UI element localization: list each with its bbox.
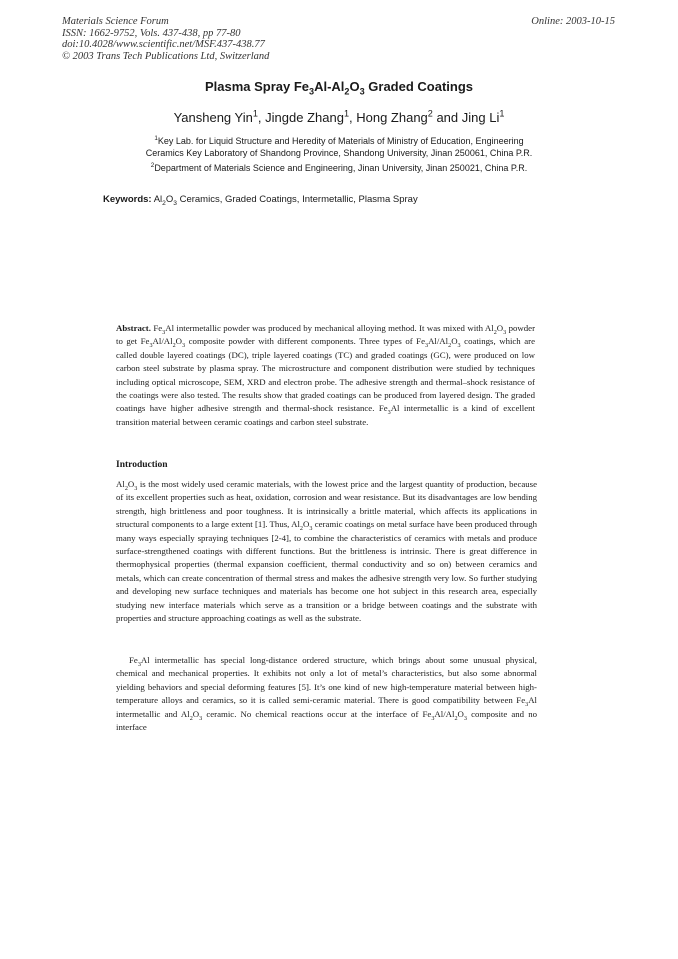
- keywords: Keywords: $Al_2O_3$ Ceramics, Graded Coatings, Intermetallic, Plasma Spray: [103, 194, 418, 207]
- author-list: Yansheng Yin$^1$, Jingde Zhang$^1$, Hong Zhang$^2$ and Jing Li$^1$: [173, 108, 505, 125]
- journal-name: Materials Science Forum: [62, 16, 169, 27]
- journal-header: [62, 16, 269, 62]
- intro-paragraph-2: $Fe_3Al$ intermetallic has special long-distance ordered structure, which brings about some unusual physical, chemical and mechanical properties. It exhibits not only a lot of metal’s characteristics, but also some abnormal yielding behaviors and special deforming features [5]. It’s one kind of new high-temperature material between high-temperature alloys and ceramics, so it is called semi-ceramic material. There is good compatibility between $Fe_3Al$ intermetallic and $Al_2O_3$ ceramic. No chemical reactions occur at the interface of $Fe_3Al/Al_2O_3$ composite and no interface: [116, 655, 537, 733]
- section-heading-introduction: Introduction: [116, 460, 168, 470]
- abstract: Abstract. $Fe_3Al$ intermetallic powder was produced by mechanical alloying method. It was mixed with $Al_2O_3$ powder to get $Fe_3Al/Al_2O_3$ composite powder with different components. Three types of $Fe_3Al/Al_2O_3$ coatings, which are called double layered coatings (DC), triple layered coatings (TC) and graded coatings (GC), were produced on low carbon steel substrate by plasma spray. The microstructure and component distribution were studied by techniques including optical microscope, SEM, XRD and electron probe. The adhesive strength and thermal–shock resistance of the coatings were also tested. The results show that graded coatings can be produced from layered design. The graded coatings have higher adhesive strength and thermal-shock resistance. $Fe_3Al$ intermetallic is a kind of excellent transition material between ceramic coatings and carbon steel substrate.: [116, 323, 535, 427]
- affiliation-2: $^2$Department of Materials Science and Engineering, Jinan University, Jinan 250021, China P.R.: [150, 162, 528, 173]
- paper-title: Plasma Spray $Fe_3Al-Al_2O_3$ Graded Coatings: [204, 79, 474, 97]
- copyright-line: © 2003 Trans Tech Publications Ltd, Switzerland: [62, 50, 270, 62]
- doi-line: doi:10.4028/www.scientific.net/MSF.437-438.77: [62, 39, 265, 50]
- issn-line: ISSN: 1662-9752, Vols. 437-438, pp 77-80: [62, 27, 241, 39]
- intro-paragraph-1: $Al_2O_3$ is the most widely used ceramic materials, with the lowest price and the largest quantity of production, because of its excellent properties such as heat, oxidation, corrosion and wear resistance. But its disadvantages are low bending strength, high brittleness and poor toughness. It is intrinsically a brittle material, which affects its applications in structural components to a large extent [1]. Thus, $Al_2O_3$ ceramic coatings on metal surface have been produced through many ways especially spraying techniques [2-4], to combine the characteristics of ceramics with metals and produce surface-strengthened coatings with different functions. But the brittleness is intrinsic. There is great difference in thermophysical properties (thermal expansion coefficient, thermal conductivity and so on) between ceramics and metals, which can create concentration of thermal stress and makes the adhesive strength very low. So further studying and developing new surface techniques and materials has become one hot subject in this research area, especially studying new interface materials which serve as a transition or a bridge between coatings and the substrate with properties and structure approaching coatings as well as the substrate.: [116, 479, 538, 624]
- online-date: Online: 2003-10-15: [531, 16, 615, 27]
- affiliation-1: $^1$Key Lab. for Liquid Structure and Heredity of Materials of Ministry of Education, Engineering Ceramics Key Laboratory of Shandong Province, Shandong University, Jinan 250061, China P.R.: [145, 135, 533, 158]
